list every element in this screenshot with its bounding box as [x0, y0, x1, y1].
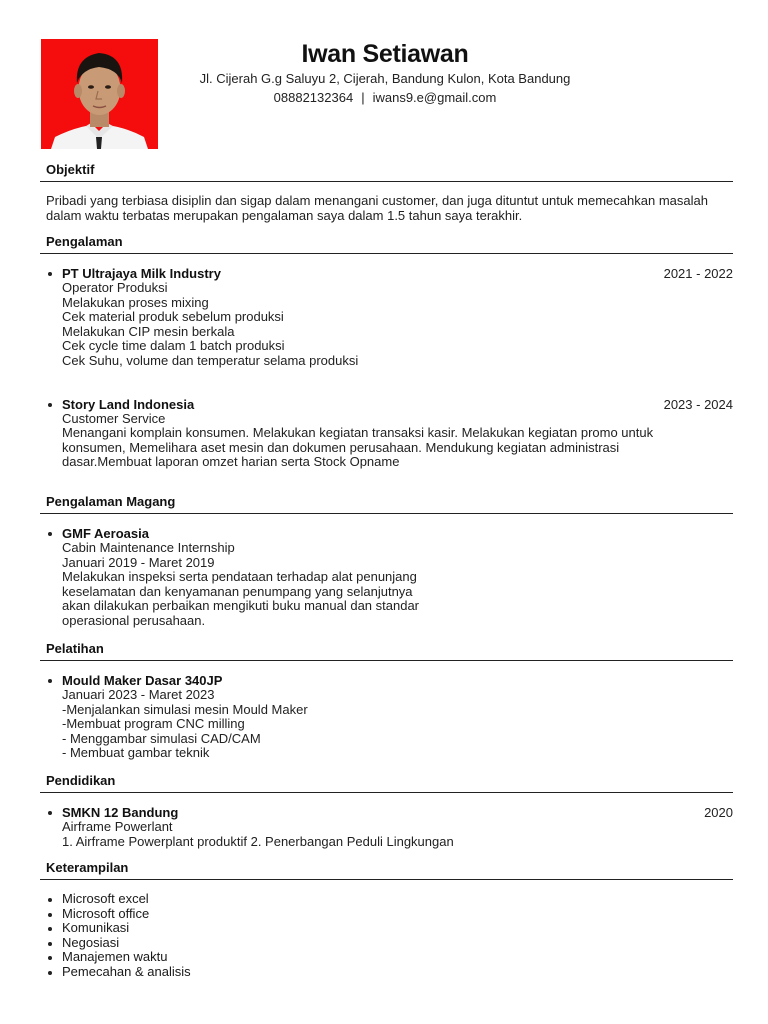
experience-section: [40, 234, 733, 470]
section-title-skills: Keterampilan: [40, 860, 733, 880]
training-section: [40, 641, 733, 761]
period: 2021 - 2022: [663, 266, 733, 281]
contact-separator: |: [361, 90, 365, 105]
section-title-experience: Pengalaman: [40, 234, 733, 254]
skills-list: [40, 892, 733, 980]
skill-item: Microsoft office: [40, 907, 733, 922]
experience-line: Melakukan CIP mesin berkala: [62, 323, 235, 339]
experience-line: Melakukan proses mixing: [62, 294, 209, 310]
experience-item: [40, 266, 733, 369]
training-line: - Membuat gambar teknik: [62, 745, 210, 761]
skill-item: Negosiasi: [40, 936, 733, 951]
internship-line: Melakukan inspeksi serta pendataan terhadap alat penunjang: [62, 569, 417, 585]
experience-item: [40, 397, 733, 470]
education-list: [40, 805, 733, 849]
company-name: PT Ultrajaya Milk Industry: [62, 266, 221, 281]
section-title-objective: Objektif: [40, 162, 733, 182]
experience-line: Cek material produk sebelum produksi: [62, 309, 284, 325]
course-name: Mould Maker Dasar 340JP: [62, 673, 223, 688]
experience-line: dasar.Membuat laporan omzet harian serta Stock Opname: [62, 454, 400, 470]
internship-item: [40, 526, 733, 629]
experience-line: Cek Suhu, volume dan temperatur selama produksi: [62, 352, 359, 368]
internship-line: operasional perusahaan.: [62, 612, 206, 628]
skill-item: Komunikasi: [40, 921, 733, 936]
internship-list: [40, 526, 733, 629]
training-line: -Menjalankan simulasi mesin Mould Maker: [62, 701, 308, 717]
resume-header: [180, 38, 590, 107]
portrait-image: [41, 39, 158, 149]
objective-section: [40, 162, 733, 223]
experience-line: Operator Produksi: [62, 280, 168, 295]
section-title-training: Pelatihan: [40, 641, 733, 661]
internship-line: Cabin Maintenance Internship: [62, 540, 235, 555]
experience-line: Cek cycle time dalam 1 batch produksi: [62, 338, 285, 354]
education-line: 1. Airframe Powerplant produktif 2. Penerbangan Peduli Lingkungan: [62, 833, 454, 849]
profile-photo: [41, 39, 158, 149]
experience-list: [40, 266, 733, 470]
phone-number: 08882132364: [273, 90, 354, 105]
skills-section: [40, 860, 733, 980]
section-title-education: Pendidikan: [40, 773, 733, 793]
objective-text: Pribadi yang terbiasa disiplin dan sigap dalam menangani customer, dan juga dituntut untuk memecahkan masalah dalam waktu terbatas merupakan pengalaman saya dalam 1.5 tahun saya terakhir.: [46, 193, 708, 223]
training-line: - Menggambar simulasi CAD/CAM: [62, 730, 261, 746]
experience-line: konsumen, Memelihara aset mesin dan dokumen perusahaan. Mendukung kegiatan administrasi: [62, 439, 620, 455]
period: 2023 - 2024: [663, 396, 733, 412]
skill-item: Microsoft excel: [40, 892, 733, 907]
contact-line: [180, 88, 590, 107]
skill-item: Manajemen waktu: [40, 950, 733, 965]
training-line: -Membuat program CNC milling: [62, 716, 245, 732]
education-item: [40, 805, 733, 849]
internship-line: keselamatan dan kenyamanan penumpang yang selanjutnya: [62, 583, 413, 599]
training-item: [40, 673, 733, 761]
education-line: Airframe Powerlant: [62, 819, 173, 834]
experience-line: Menangani komplain konsumen. Melakukan kegiatan transaksi kasir. Melakukan kegiatan promo untuk: [62, 425, 654, 441]
company-name: GMF Aeroasia: [62, 526, 149, 541]
section-title-internship: Pengalaman Magang: [40, 494, 733, 514]
internship-line: akan dilakukan perbaikan mengikuti buku manual dan standar: [62, 598, 420, 614]
skill-item: Pemecahan & analisis: [40, 965, 733, 980]
internship-section: [40, 494, 733, 629]
experience-line: Customer Service: [62, 410, 166, 426]
training-line: Januari 2023 - Maret 2023: [62, 687, 215, 702]
training-list: [40, 673, 733, 761]
email-address: iwans9.e@gmail.com: [372, 90, 497, 105]
education-section: [40, 773, 733, 849]
school-name: SMKN 12 Bandung: [62, 805, 179, 820]
candidate-name: Iwan Setiawan: [301, 40, 469, 68]
internship-line: Januari 2019 - Maret 2019: [62, 554, 215, 570]
graduation-year: 2020: [704, 805, 733, 820]
company-name: Story Land Indonesia: [62, 396, 195, 412]
address: Jl. Cijerah G.g Saluyu 2, Cijerah, Bandung Kulon, Kota Bandung: [199, 71, 571, 86]
